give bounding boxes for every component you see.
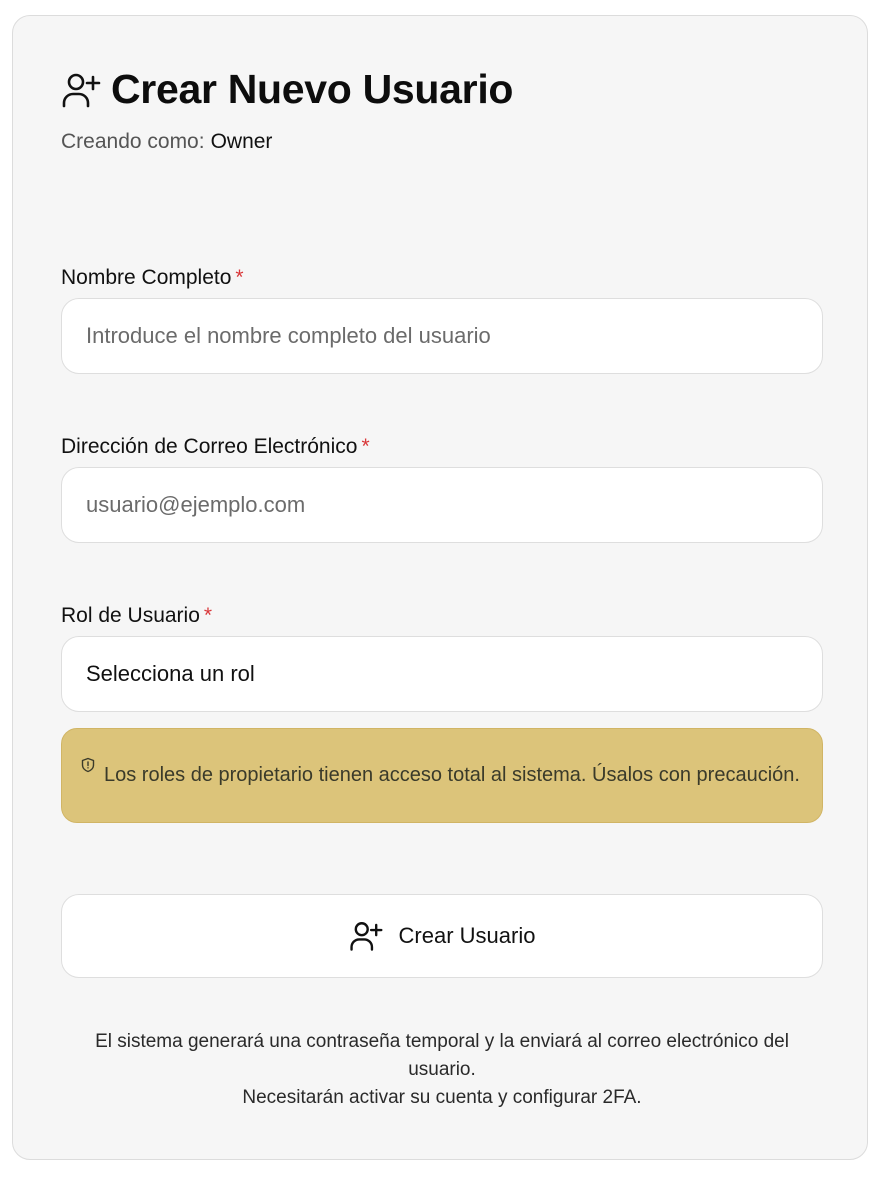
owner-role-warning: [61, 728, 823, 823]
shield-icon: [80, 757, 96, 773]
name-input[interactable]: Introduce el nombre completo del usuario: [61, 298, 823, 374]
name-label-text: Nombre Completo: [61, 266, 232, 289]
role-field-label: [61, 604, 212, 628]
creating-as-role: Owner: [210, 130, 273, 153]
create-user-button[interactable]: [61, 894, 823, 978]
email-input[interactable]: usuario@ejemplo.com: [61, 467, 823, 543]
footer-note: [61, 1028, 823, 1112]
role-select[interactable]: Selecciona un rol: [61, 636, 823, 712]
create-user-card: [12, 15, 868, 1160]
email-field-label: [61, 435, 370, 459]
creating-as-text: [61, 130, 272, 154]
name-field-label: [61, 266, 244, 290]
required-mark: *: [203, 604, 213, 627]
required-mark: *: [361, 435, 370, 458]
page-title: Crear Nuevo Usuario: [111, 66, 514, 112]
role-label-text: Rol de Usuario: [61, 604, 200, 627]
warning-text: Los roles de propietario tienen acceso total al sistema. Úsalos con precaución.: [104, 764, 800, 786]
email-label-text: Dirección de Correo Electrónico: [61, 435, 358, 458]
user-plus-icon: [61, 70, 101, 110]
footer-line-1: El sistema generará una contraseña temporal y la enviará al correo electrónico del usuario.: [95, 1031, 789, 1080]
create-user-button-label: Crear Usuario: [398, 923, 536, 948]
footer-line-2: Necesitarán activar su cuenta y configurar 2FA.: [242, 1087, 642, 1108]
required-mark: *: [235, 266, 244, 289]
user-plus-icon: [349, 919, 383, 953]
card-header: [61, 66, 513, 113]
creating-as-label: Creando como:: [61, 130, 205, 153]
